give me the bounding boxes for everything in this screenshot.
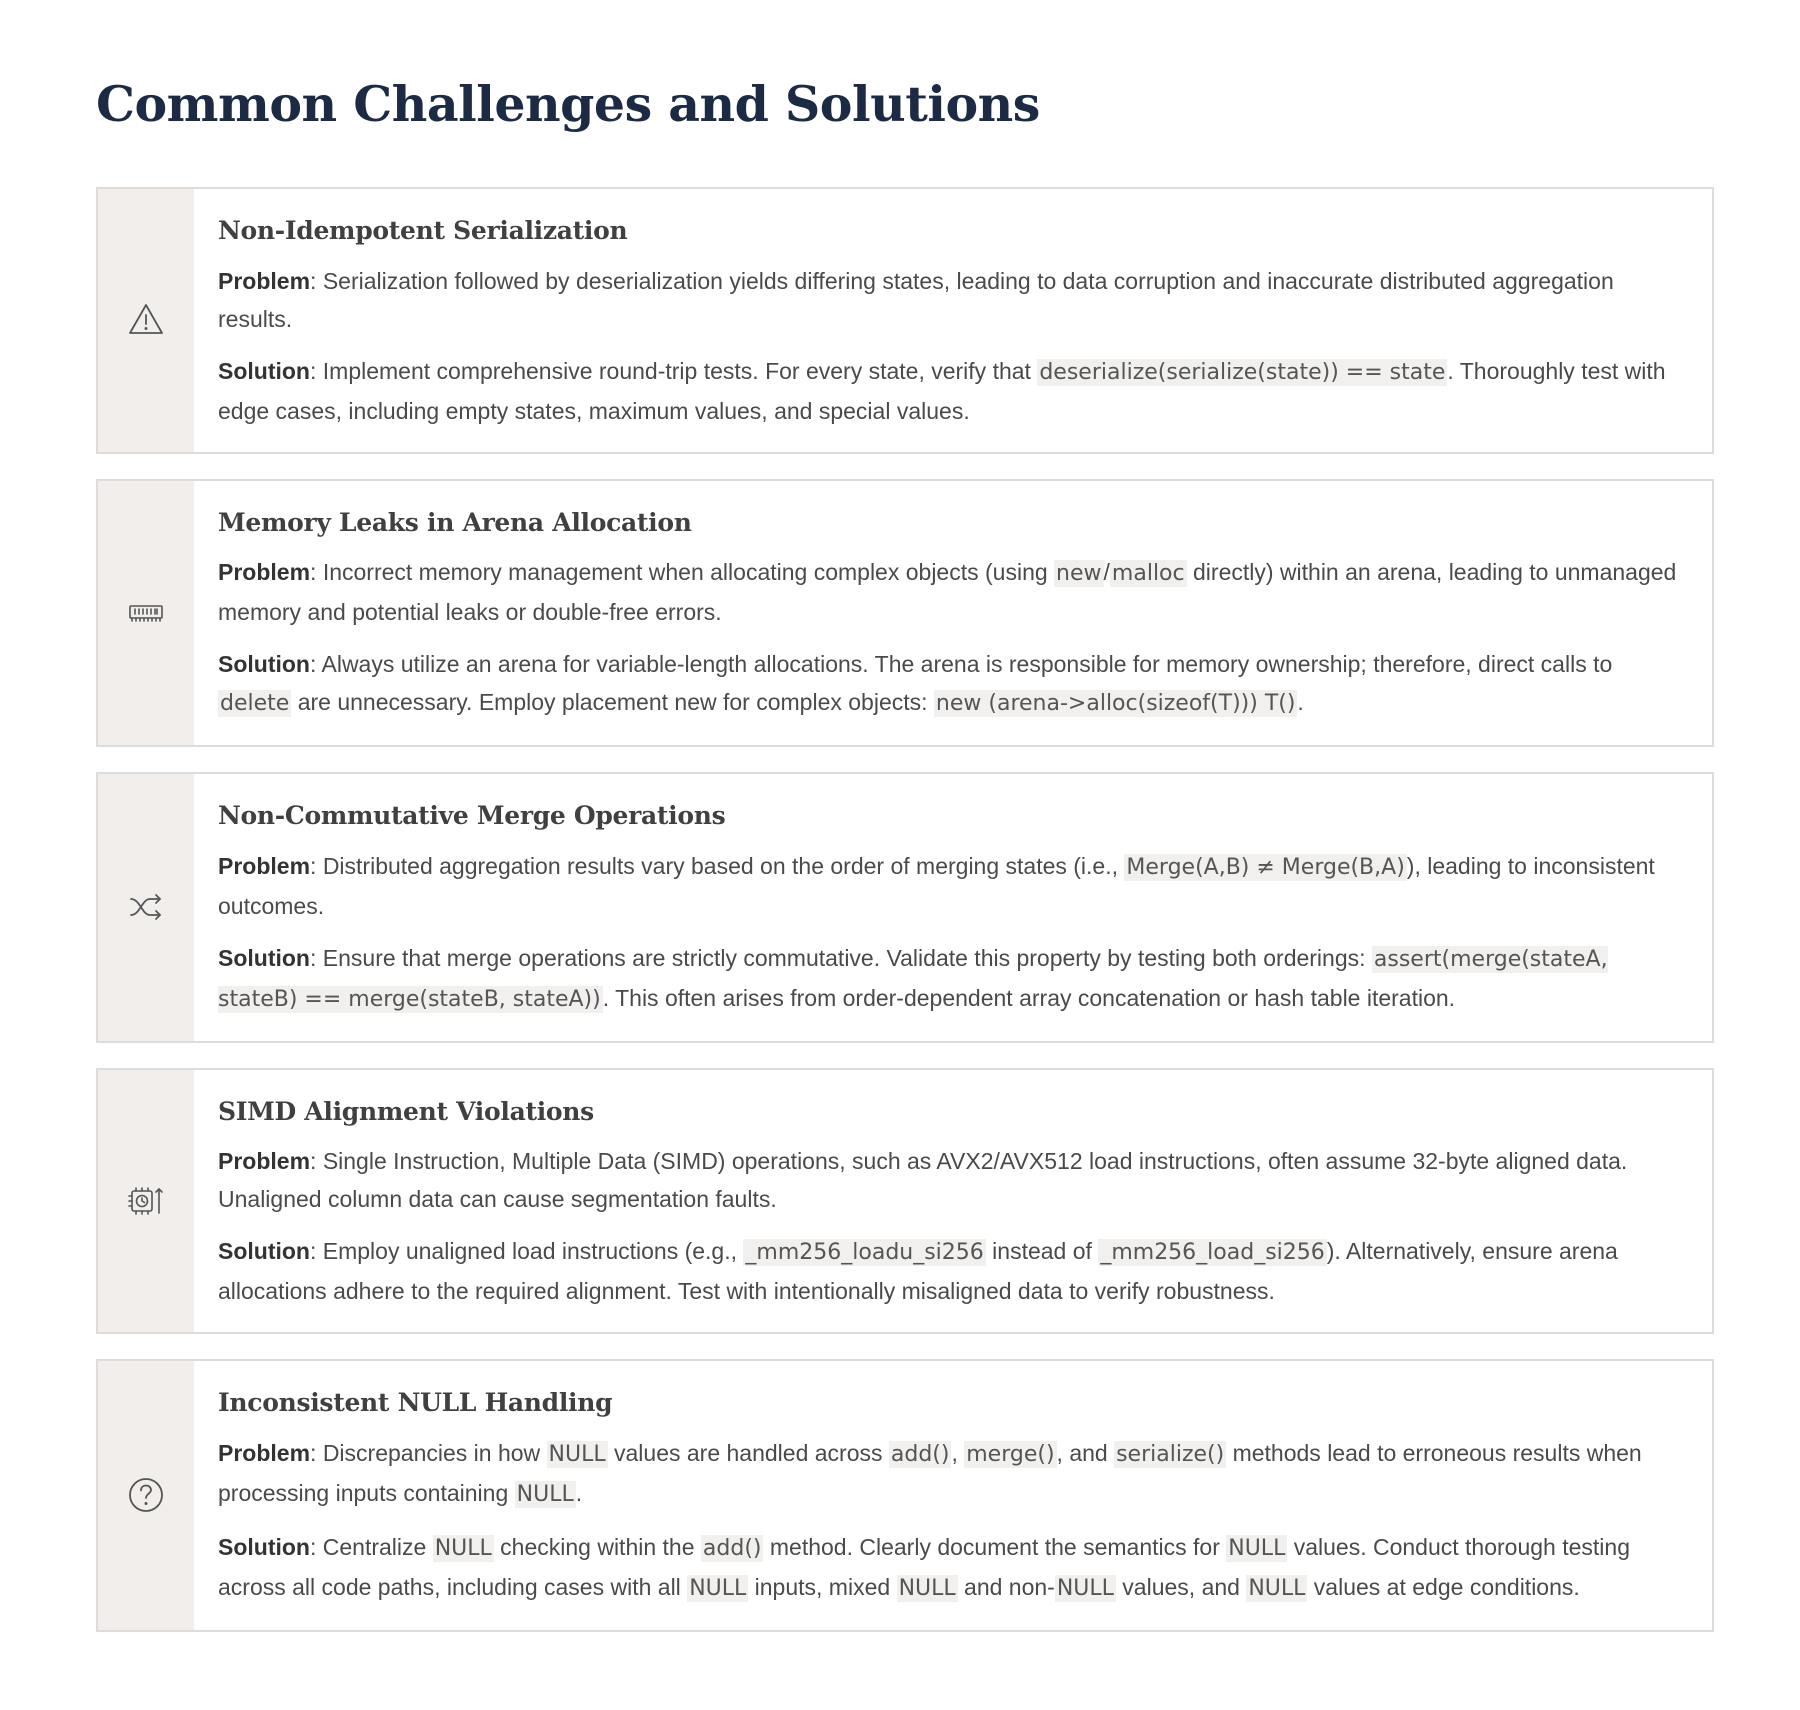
challenge-card (96, 187, 1714, 454)
inline-code: new (arena->alloc(sizeof(T))) T() (935, 691, 1296, 716)
inline-code: deserialize(serialize(state)) == state (1039, 359, 1446, 385)
inline-code: NULL (1056, 1575, 1114, 1601)
card-heading: Non-Commutative Merge Operations (218, 801, 726, 830)
solution-text: Solution: Always utilize an arena for variable-length allocations. The arena is responsible for memory ownership; therefore, direct calls to delete are unnecessary. Employ placement new for complex objects: new (arena->alloc(sizeof(T))) T(). (218, 651, 1613, 716)
inline-code: NULL (548, 1441, 606, 1467)
inline-code: merge() (966, 1441, 1055, 1467)
card-body (194, 774, 1712, 1041)
solution-text: Solution: Ensure that merge operations are strictly commutative. Validate this property by testing both orderings: assert(merge(stateA, stateB) == merge(stateB, stateA)). This often arises from order-dependent array concatenation or hash table iteration. (218, 944, 1608, 1012)
inline-code: add() (890, 1441, 950, 1467)
field-label: Problem (218, 1439, 311, 1466)
field-label: Solution (218, 651, 310, 677)
challenge-card (96, 1359, 1714, 1632)
challenge-card (96, 1068, 1714, 1335)
field-label: Solution (218, 944, 310, 971)
solution-text: Solution: Employ unaligned load instructions (e.g., _mm256_loadu_si256 instead of _mm256_load_si256). Alternatively, ensure arena allocations adhere to the required alignment. Test with intentionally misaligned data to verify robustness. (218, 1238, 1618, 1304)
problem-text: Problem: Single Instruction, Multiple Data (SIMD) operations, such as AVX2/AVX512 load instructions, often assume 32-byte aligned data. Unaligned column data can cause segmentation faults. (218, 1148, 1628, 1212)
inline-code: new (1056, 561, 1102, 586)
card-icon-rail (98, 774, 194, 1041)
inline-code: malloc (1111, 561, 1185, 586)
field-label: Problem (218, 1148, 311, 1174)
problem-text: Problem: Serialization followed by deserialization yields differing states, leading to data corruption and inaccurate distributed aggregation results. (218, 267, 1614, 332)
inline-code: NULL (1228, 1535, 1286, 1561)
card-icon-rail (98, 189, 194, 452)
inline-code: _mm256_loadu_si256 (745, 1240, 984, 1265)
inline-code: _mm256_load_si256 (1100, 1240, 1325, 1265)
card-heading: Inconsistent NULL Handling (218, 1388, 613, 1417)
problem-text: Problem: Distributed aggregation results vary based on the order of merging states (i.e., Merge(A,B) ≠ Merge(B,A)), leading to inconsistent outcomes. (218, 852, 1655, 919)
card-body (194, 1361, 1712, 1630)
card-icon-rail (98, 481, 194, 746)
inline-code: Merge(A,B) ≠ Merge(B,A) (1126, 854, 1405, 880)
card-icon-rail (98, 1361, 194, 1630)
field-label: Problem (218, 559, 311, 585)
card-body (194, 1070, 1712, 1333)
question-circle-icon (126, 1475, 166, 1515)
inline-code: serialize() (1116, 1441, 1225, 1467)
shuffle-icon (126, 887, 166, 927)
card-heading: SIMD Alignment Violations (218, 1096, 594, 1126)
field-label: Solution (218, 1238, 310, 1264)
card-body (194, 481, 1712, 746)
field-label: Solution (218, 357, 310, 384)
cpu-alignment-icon (126, 1181, 166, 1221)
card-body (194, 189, 1712, 452)
inline-code: assert(merge(stateA, stateB) == merge(stateB, stateA)) (218, 946, 1608, 1012)
warning-triangle-icon (126, 300, 166, 340)
problem-text: Problem: Incorrect memory management when allocating complex objects (using new/malloc directly) within an arena, leading to unmanaged memory and potential leaks or double-free errors. (218, 559, 1677, 625)
card-heading: Memory Leaks in Arena Allocation (218, 507, 692, 537)
inline-code: NULL (898, 1575, 956, 1601)
inline-code: delete (220, 691, 290, 716)
inline-code: NULL (434, 1535, 492, 1561)
page-title: Common Challenges and Solutions (96, 75, 1040, 133)
card-heading: Non-Idempotent Serialization (218, 216, 628, 245)
challenge-list (96, 187, 1714, 1657)
memory-chip-icon (126, 593, 166, 633)
inline-code: NULL (516, 1481, 574, 1507)
field-label: Solution (218, 1533, 310, 1560)
solution-text: Solution: Centralize NULL checking within the add() method. Clearly document the semantics for NULL values. Conduct thorough testing across all code paths, including cases with all NULL inputs, mixed NULL and non-NULL values, and NULL values at edge conditions. (218, 1533, 1630, 1601)
inline-code: NULL (689, 1575, 747, 1601)
problem-text: Problem: Discrepancies in how NULL values are handled across add(), merge(), and serialize() methods lead to erroneous results when processing inputs containing NULL. (218, 1439, 1642, 1507)
inline-code: add() (702, 1535, 762, 1561)
inline-code: NULL (1248, 1575, 1306, 1601)
solution-text: Solution: Implement comprehensive round-trip tests. For every state, verify that deserialize(serialize(state)) == state. Thoroughly test with edge cases, including empty states, maximum values, and special values. (218, 357, 1666, 424)
challenge-card (96, 479, 1714, 748)
challenge-card (96, 772, 1714, 1043)
field-label: Problem (218, 267, 311, 294)
field-label: Problem (218, 852, 311, 879)
card-icon-rail (98, 1070, 194, 1333)
